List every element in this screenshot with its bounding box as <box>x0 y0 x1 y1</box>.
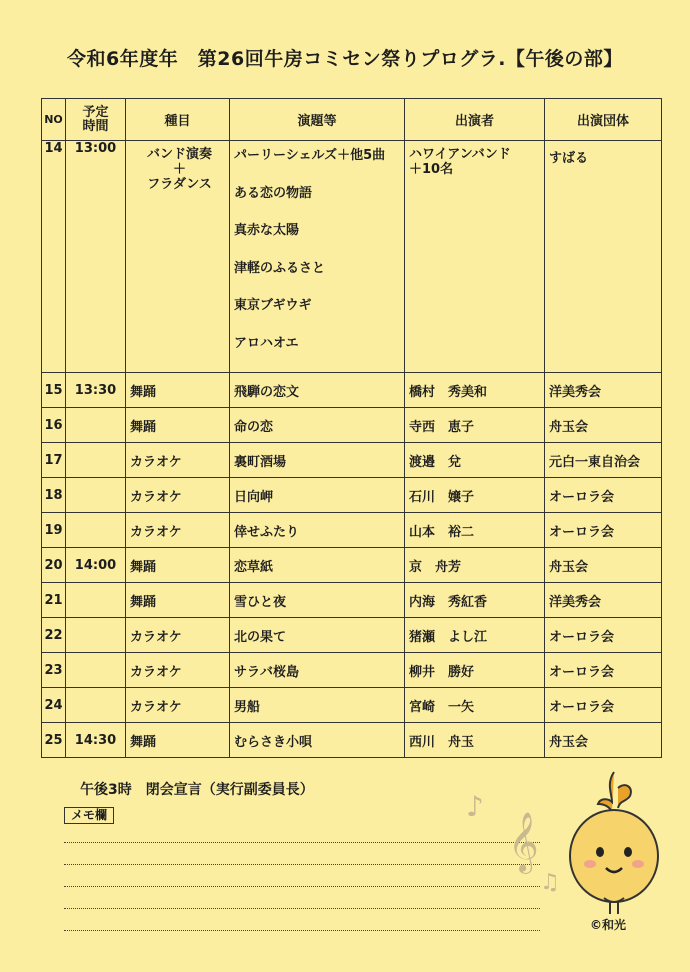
genre-line: ＋ <box>172 162 186 177</box>
memo-line <box>64 842 540 843</box>
cell-genre: 舞踊 <box>126 373 230 408</box>
cell-no: 15 <box>42 373 66 408</box>
cell-time: 14:30 <box>66 723 126 758</box>
table-row <box>42 653 662 688</box>
cell-performer: 山本 裕二 <box>405 513 545 548</box>
music-note-icon: ♪ <box>466 790 484 823</box>
table-header-row <box>42 99 662 141</box>
table-row <box>42 618 662 653</box>
cell-performer: 猪瀬 よし江 <box>405 618 545 653</box>
cell-performer: 内海 秀紅香 <box>405 583 545 618</box>
cell-no: 14 <box>42 141 66 373</box>
cell-genre: カラオケ <box>126 443 230 478</box>
col-header-performer: 出演者 <box>405 99 545 141</box>
col-header-group: 出演団体 <box>545 99 662 141</box>
genre-line: バンド演奏 <box>146 147 212 162</box>
cell-genre: 舞踊 <box>126 548 230 583</box>
cell-performer <box>405 141 545 373</box>
cell-piece: 命の恋 <box>230 408 405 443</box>
table-row <box>42 548 662 583</box>
cell-piece: 飛騨の恋文 <box>230 373 405 408</box>
cell-performer: 宮崎 一矢 <box>405 688 545 723</box>
cell-no: 25 <box>42 723 66 758</box>
cell-group: すばる <box>545 141 662 373</box>
cell-group: 洋美秀会 <box>545 373 662 408</box>
cell-performer: 柳井 勝好 <box>405 653 545 688</box>
cell-performer: 橋村 秀美和 <box>405 373 545 408</box>
performer-line: ハワイアンバンド <box>409 147 511 162</box>
cell-time <box>66 513 126 548</box>
cell-piece: 裏町酒場 <box>230 443 405 478</box>
cell-time <box>66 443 126 478</box>
memo-line <box>64 886 540 887</box>
table-row <box>42 688 662 723</box>
piece-line: 真赤な太陽 <box>234 223 300 238</box>
copyright-text: ©和光 <box>590 918 627 932</box>
cell-performer: 西川 舟玉 <box>405 723 545 758</box>
cell-genre <box>126 141 230 373</box>
cell-genre: 舞踊 <box>126 408 230 443</box>
cell-piece: むらさき小唄 <box>230 723 405 758</box>
table-row <box>42 583 662 618</box>
cell-no: 16 <box>42 408 66 443</box>
cell-time: 13:00 <box>66 141 126 373</box>
cell-piece: 日向岬 <box>230 478 405 513</box>
cell-group: オーロラ会 <box>545 653 662 688</box>
col-header-time-top: 予定 <box>82 104 109 120</box>
cell-group: オーロラ会 <box>545 478 662 513</box>
cell-piece <box>230 141 405 373</box>
col-header-no: NO <box>42 99 66 141</box>
cell-no: 21 <box>42 583 66 618</box>
cell-group: 舟玉会 <box>545 548 662 583</box>
cell-time: 13:30 <box>66 373 126 408</box>
cell-group: オーロラ会 <box>545 688 662 723</box>
cell-genre: 舞踊 <box>126 723 230 758</box>
cell-group: 元白一東自治会 <box>545 443 662 478</box>
piece-line: パーリーシェルズ＋他5曲 <box>234 148 386 163</box>
cell-time <box>66 618 126 653</box>
table-row <box>42 723 662 758</box>
cell-group: オーロラ会 <box>545 513 662 548</box>
cell-genre: カラオケ <box>126 688 230 723</box>
table-row <box>42 443 662 478</box>
table-row <box>42 373 662 408</box>
cell-performer: 石川 嬢子 <box>405 478 545 513</box>
table-row <box>42 513 662 548</box>
cell-no: 19 <box>42 513 66 548</box>
cell-group: 舟玉会 <box>545 408 662 443</box>
piece-line: アロハオエ <box>234 335 299 351</box>
piece-line: ある恋の物語 <box>234 185 313 201</box>
cell-group: 洋美秀会 <box>545 583 662 618</box>
col-header-time-bottom: 時間 <box>82 118 109 134</box>
closing-announcement: 午後3時 閉会宣言（実行副委員長） <box>80 782 314 798</box>
col-header-time <box>66 99 126 141</box>
cell-performer: 寺西 恵子 <box>405 408 545 443</box>
cell-time <box>66 408 126 443</box>
cell-group: オーロラ会 <box>545 618 662 653</box>
cell-time: 14:00 <box>66 548 126 583</box>
col-header-piece: 演題等 <box>230 99 405 141</box>
cell-piece: 男船 <box>230 688 405 723</box>
program-table <box>41 98 662 758</box>
treble-clef-icon: 𝄞 <box>508 812 539 872</box>
cell-no: 23 <box>42 653 66 688</box>
cell-genre: カラオケ <box>126 653 230 688</box>
genre-line: フラダンス <box>147 177 212 192</box>
cell-time <box>66 583 126 618</box>
cell-no: 22 <box>42 618 66 653</box>
cell-piece: 雪ひと夜 <box>230 583 405 618</box>
cell-genre: カラオケ <box>126 513 230 548</box>
cell-genre: カラオケ <box>126 618 230 653</box>
cell-piece: サラバ桜島 <box>230 653 405 688</box>
cell-performer: 京 舟芳 <box>405 548 545 583</box>
table-row <box>42 478 662 513</box>
cell-piece: 北の果て <box>230 618 405 653</box>
cell-time <box>66 688 126 723</box>
memo-line <box>64 864 540 865</box>
cell-time <box>66 653 126 688</box>
piece-line: 津軽のふるさと <box>234 260 326 276</box>
memo-label: メモ欄 <box>64 807 114 824</box>
cell-genre: 舞踊 <box>126 583 230 618</box>
cell-no: 18 <box>42 478 66 513</box>
onion-mascot-icon <box>566 768 662 916</box>
cell-piece: 恋草紙 <box>230 548 405 583</box>
piece-line: 東京ブギウギ <box>234 298 312 313</box>
table-row <box>42 408 662 443</box>
cell-no: 24 <box>42 688 66 723</box>
memo-line <box>64 908 540 909</box>
col-header-genre: 種目 <box>126 99 230 141</box>
cell-performer: 渡邉 兌 <box>405 443 545 478</box>
cell-genre: カラオケ <box>126 478 230 513</box>
cell-time <box>66 478 126 513</box>
cell-no: 17 <box>42 443 66 478</box>
cell-piece: 倖せふたり <box>230 513 405 548</box>
memo-line <box>64 930 540 931</box>
performer-line: ＋10名 <box>409 162 454 177</box>
cell-no: 20 <box>42 548 66 583</box>
cell-group: 舟玉会 <box>545 723 662 758</box>
music-note-icon: ♫ <box>540 870 560 895</box>
page-title: 令和6年度年 第26回牛房コミセン祭りプログラ.【午後の部】 <box>67 48 623 70</box>
table-row <box>42 141 662 373</box>
